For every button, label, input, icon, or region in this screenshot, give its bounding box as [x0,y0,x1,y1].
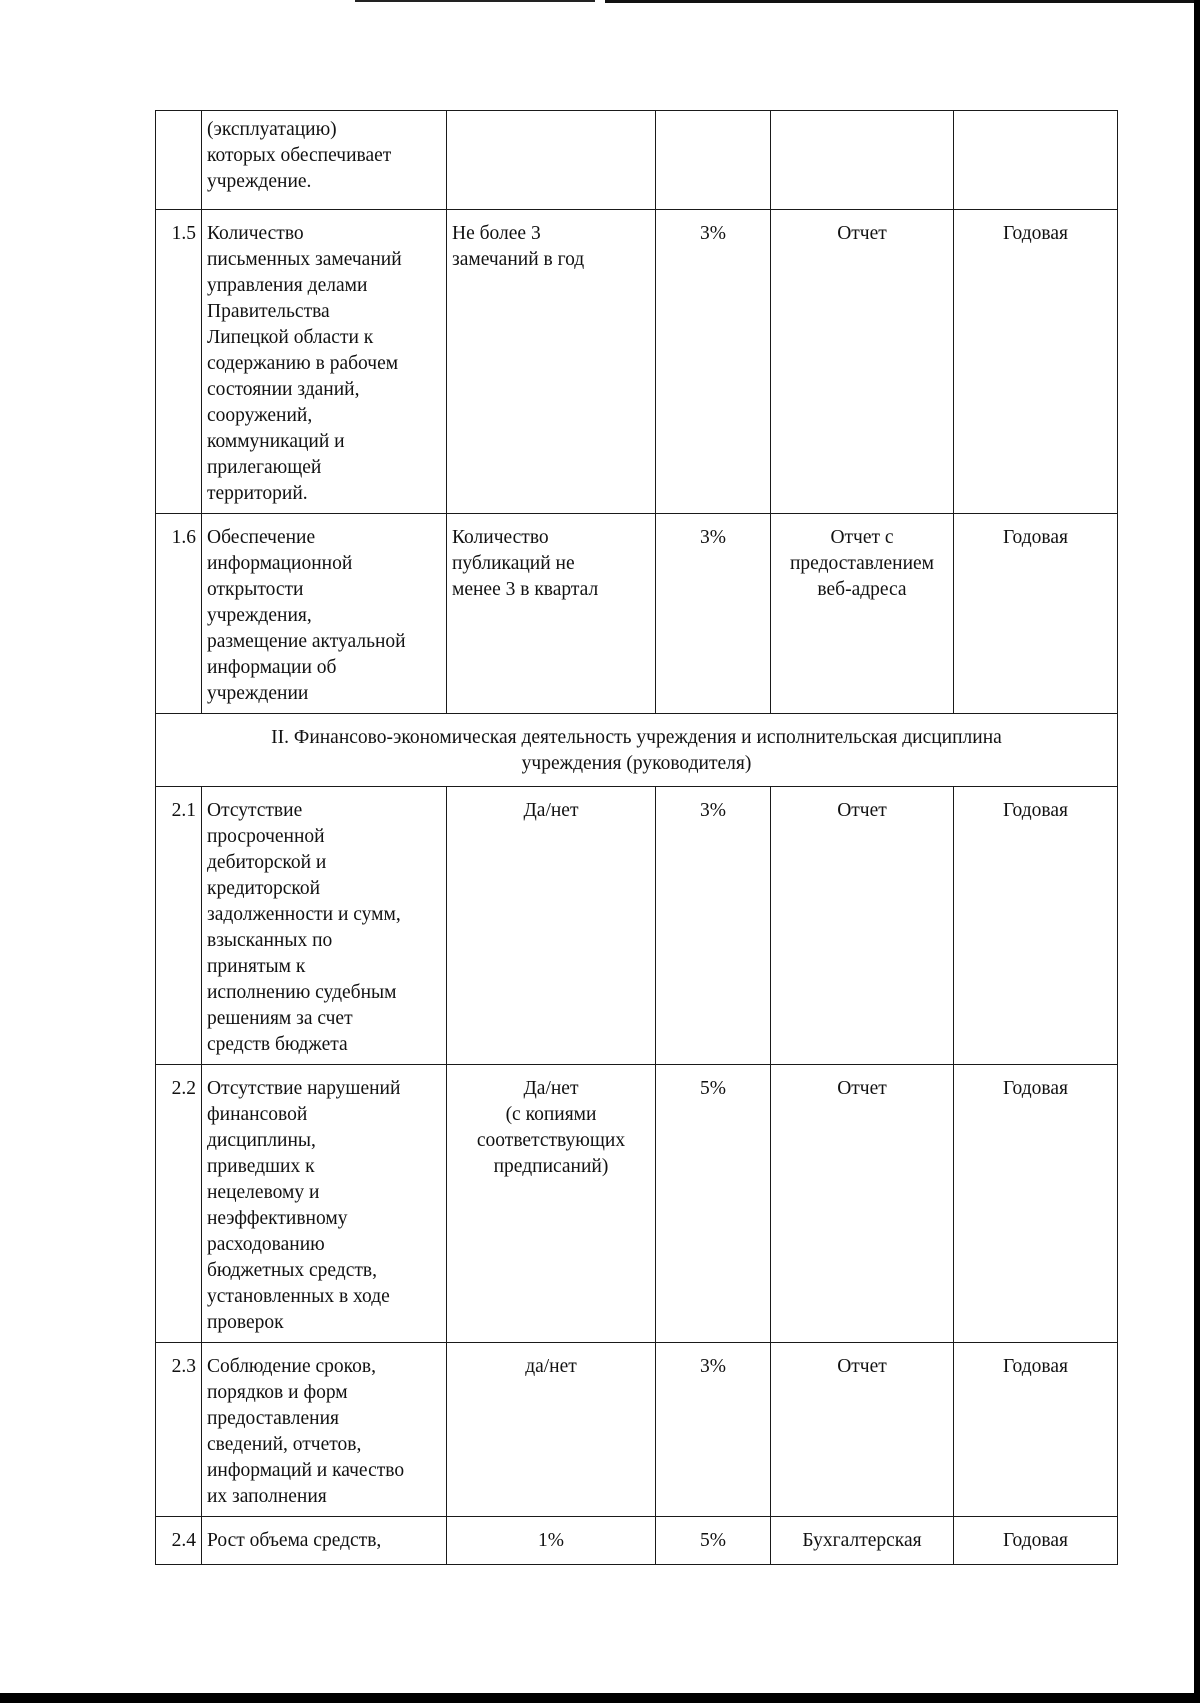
row-number: 2.2 [156,1065,202,1343]
reporting-cell: Отчет с предоставлением веб-адреса [771,514,954,714]
row-number: 2.1 [156,787,202,1065]
indicator-cell: Соблюдение сроков, порядков и форм предоставления сведений, отчетов, информаций и качество их заполнения [202,1343,447,1517]
row-number: 1.5 [156,210,202,514]
indicator-cell: Отсутствие нарушений финансовой дисциплины, приведших к нецелевому и неэффективному расходованию бюджетных средств, установленных в ходе проверок [202,1065,447,1343]
table-row [156,1517,1118,1565]
indicator-cell: Обеспечение информационной открытости учреждения, размещение актуальной информации об учреждении [202,514,447,714]
table-row [156,1065,1118,1343]
scan-edge-top-left [355,0,595,2]
criterion-cell: Да/нет [447,787,656,1065]
periodicity-cell: Годовая [954,1065,1118,1343]
criteria-table [155,110,1118,1565]
reporting-cell: Отчет [771,787,954,1065]
table-row [156,111,1118,210]
table-row [156,1343,1118,1517]
row-number: 1.6 [156,514,202,714]
table-row [156,514,1118,714]
weight-cell [656,111,771,210]
periodicity-cell [954,111,1118,210]
scan-edge-top-right [605,0,1200,3]
reporting-cell: Отчет [771,1343,954,1517]
reporting-cell: Бухгалтерская [771,1517,954,1565]
criterion-cell: Да/нет (с копиями соответствующих предписаний) [447,1065,656,1343]
section-row [156,714,1118,787]
periodicity-cell: Годовая [954,514,1118,714]
weight-cell: 5% [656,1065,771,1343]
periodicity-cell: Годовая [954,1343,1118,1517]
periodicity-cell: Годовая [954,1517,1118,1565]
criterion-cell: 1% [447,1517,656,1565]
section-heading: II. Финансово-экономическая деятельность учреждения и исполнительская дисциплина учреждения (руководителя) [156,714,1118,787]
indicator-cell: Отсутствие просроченной дебиторской и кредиторской задолженности и сумм, взысканных по принятым к исполнению судебным решениям за счет средств бюджета [202,787,447,1065]
criterion-cell: Не более 3 замечаний в год [447,210,656,514]
reporting-cell: Отчет [771,1065,954,1343]
periodicity-cell: Годовая [954,210,1118,514]
weight-cell: 3% [656,514,771,714]
scan-edge-bottom [0,1693,1200,1703]
table-row [156,210,1118,514]
indicator-cell: (эксплуатацию) которых обеспечивает учреждение. [202,111,447,210]
weight-cell: 5% [656,1517,771,1565]
criterion-cell [447,111,656,210]
reporting-cell: Отчет [771,210,954,514]
scan-edge-right [1194,0,1200,1703]
criterion-cell: Количество публикаций не менее 3 в квартал [447,514,656,714]
weight-cell: 3% [656,1343,771,1517]
row-number [156,111,202,210]
weight-cell: 3% [656,210,771,514]
row-number: 2.4 [156,1517,202,1565]
criterion-cell: да/нет [447,1343,656,1517]
indicator-cell: Количество письменных замечаний управления делами Правительства Липецкой области к содержанию в рабочем состоянии зданий, сооружений, коммуникаций и прилегающей территорий. [202,210,447,514]
table-row [156,787,1118,1065]
periodicity-cell: Годовая [954,787,1118,1065]
reporting-cell [771,111,954,210]
row-number: 2.3 [156,1343,202,1517]
weight-cell: 3% [656,787,771,1065]
indicator-cell: Рост объема средств, [202,1517,447,1565]
